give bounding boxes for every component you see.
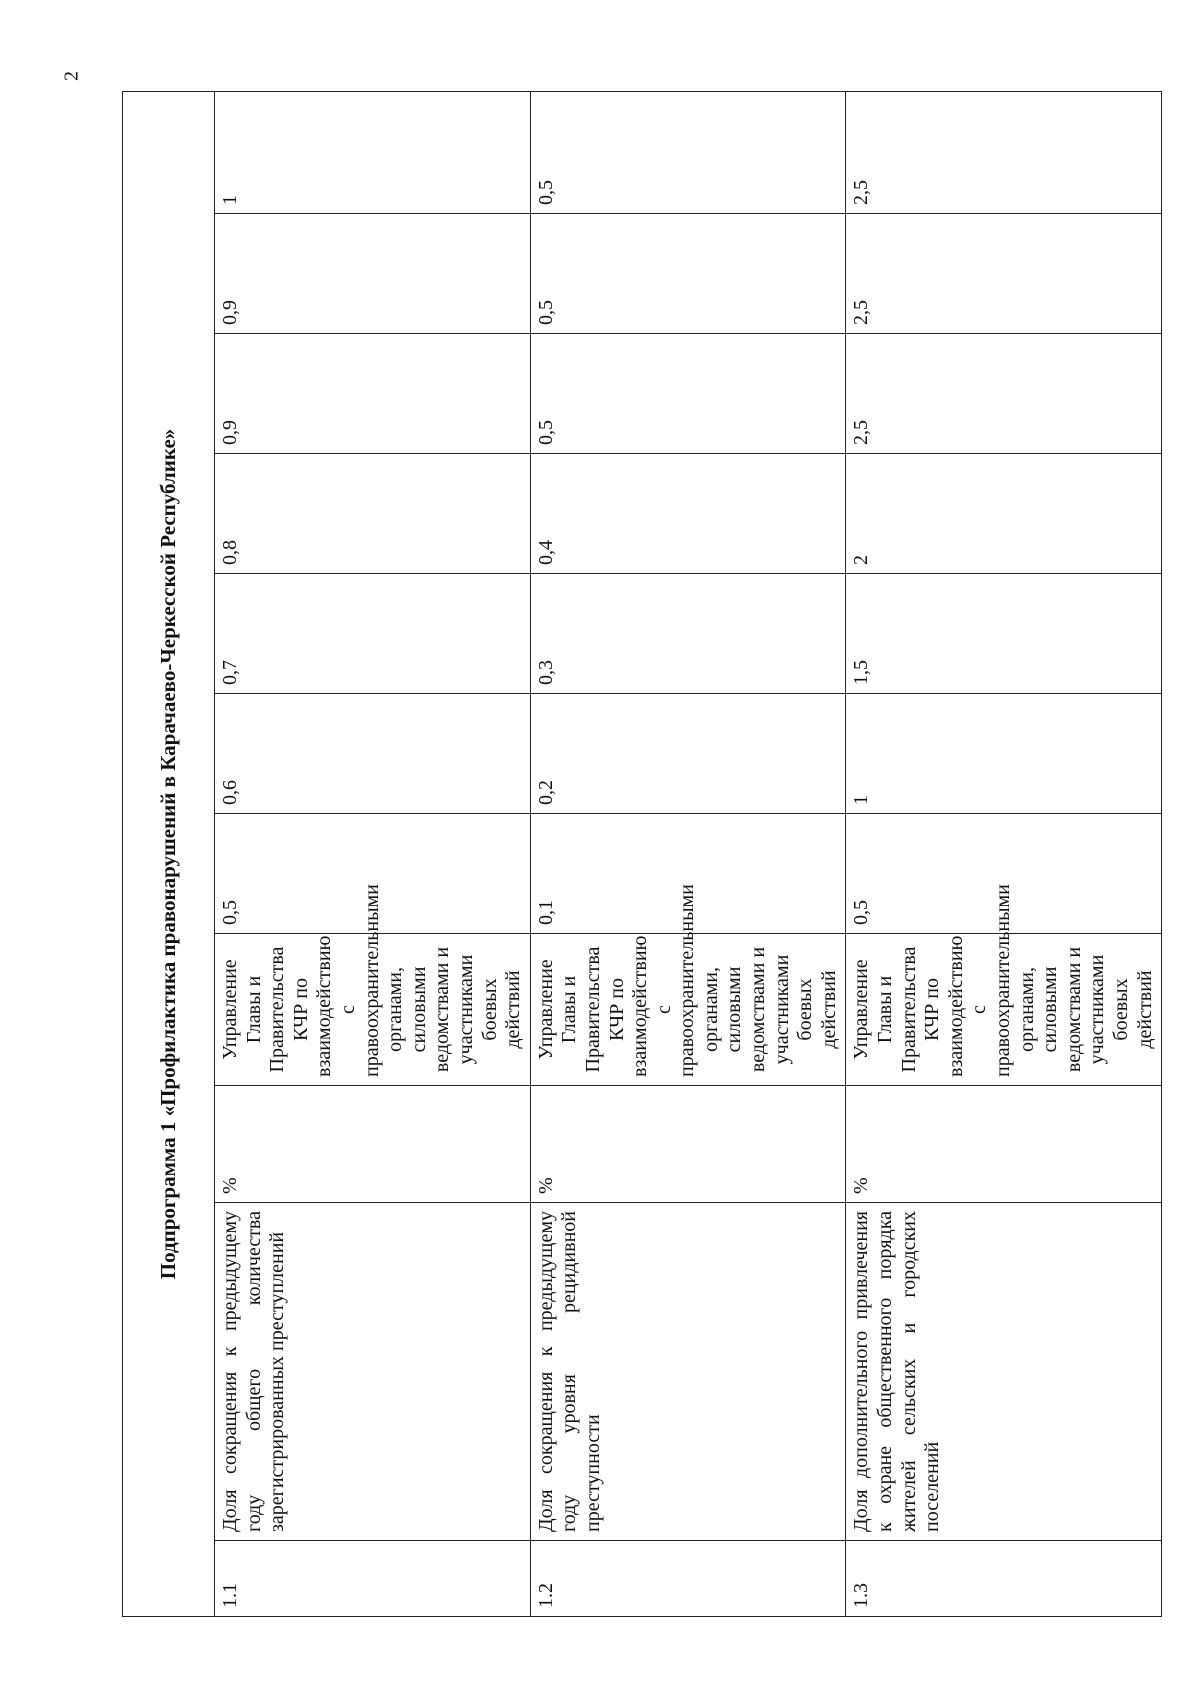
value-cell: 0,4 <box>530 454 846 574</box>
subprogram-title: Подпрограмма 1 «Профилактика правонарушений в Карачаево-Черкесской Республике» <box>123 91 215 1616</box>
unit-cell: % <box>530 1086 846 1203</box>
value-cell: 0,6 <box>215 694 531 814</box>
table-row <box>530 91 846 1616</box>
value-cell: 0,7 <box>215 574 531 694</box>
value-cell: 2,5 <box>846 214 1162 334</box>
value-cell: 1 <box>215 91 531 213</box>
indicator-name: Доля сокращения к предыдущему году общего количества зарегистрированных преступлений <box>215 1203 531 1541</box>
indicator-name: Доля сокращения к предыдущему году уровня рецидивной преступности <box>530 1203 846 1541</box>
value-cell: 0,5 <box>530 91 846 213</box>
responsible-executor: Управление Главы и Правительства КЧР по взаимодействию с правоохранительными органами, силовыми ведомствами и участниками боевых действий <box>530 934 846 1086</box>
value-cell: 2 <box>846 454 1162 574</box>
value-cell: 0,9 <box>215 334 531 454</box>
value-cell: 0,5 <box>215 814 531 934</box>
value-cell: 0,2 <box>530 694 846 814</box>
row-number: 1.2 <box>530 1541 846 1617</box>
unit-cell: % <box>846 1086 1162 1203</box>
value-cell: 2,5 <box>846 334 1162 454</box>
value-cell: 2,5 <box>846 91 1162 213</box>
value-cell: 1 <box>846 694 1162 814</box>
table-row <box>846 91 1162 1616</box>
value-cell: 0,5 <box>530 214 846 334</box>
indicator-name: Доля дополнительного привлечения к охране общественного порядка жителей сельских и городских поселений <box>846 1203 1162 1541</box>
page-number: 2 <box>60 71 83 81</box>
subprogram-header-row <box>123 91 215 1616</box>
value-cell: 0,9 <box>215 214 531 334</box>
row-number: 1.1 <box>215 1541 531 1617</box>
responsible-executor: Управление Главы и Правительства КЧР по взаимодействию с правоохранительными органами, силовыми ведомствами и участниками боевых действий <box>215 934 531 1086</box>
value-cell: 0,5 <box>530 334 846 454</box>
value-cell: 0,3 <box>530 574 846 694</box>
value-cell: 0,1 <box>530 814 846 934</box>
rotated-table-page <box>122 92 1156 1617</box>
value-cell: 0,5 <box>846 814 1162 934</box>
value-cell: 0,8 <box>215 454 531 574</box>
value-cell: 1,5 <box>846 574 1162 694</box>
indicators-table <box>122 91 1162 1617</box>
row-number: 1.3 <box>846 1541 1162 1617</box>
table-row <box>215 91 531 1616</box>
responsible-executor: Управление Главы и Правительства КЧР по взаимодействию с правоохранительными органами, силовыми ведомствами и участниками боевых действий <box>846 934 1162 1086</box>
unit-cell: % <box>215 1086 531 1203</box>
